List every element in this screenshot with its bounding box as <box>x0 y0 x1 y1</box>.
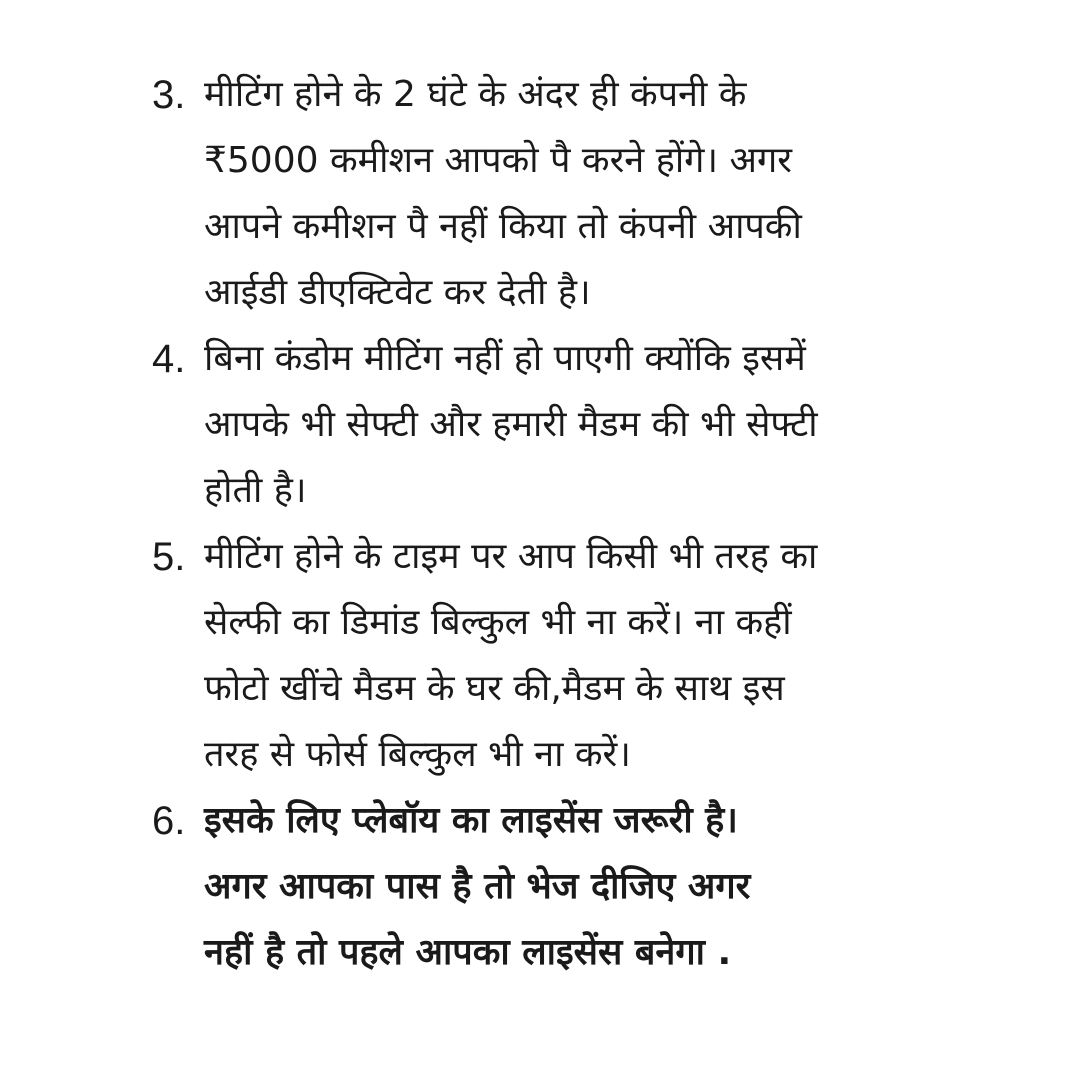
list-item-number: 5. <box>152 535 186 579</box>
list-item-text-line-bold: इसके लिए प्लेबॉय का लाइसेंस जरूरी है। <box>204 800 738 841</box>
list-item-4 <box>152 326 942 524</box>
list-item-text-line: मीटिंग होने के टाइम पर आप किसी भी तरह का <box>204 536 818 577</box>
list-item-text-line: मीटिंग होने के 2 घंटे के अंदर ही कंपनी के <box>204 74 747 115</box>
list-item-text-line: आपने कमीशन पै नहीं किया तो कंपनी आपकी <box>204 206 802 247</box>
list-item-6 <box>152 788 942 986</box>
list-item-number: 3. <box>152 73 186 117</box>
list-item-text-line: तरह से फोर्स बिल्कुल भी ना करें। <box>204 734 631 775</box>
list-item-text-line: बिना कंडोम मीटिंग नहीं हो पाएगी क्योंकि इसमें <box>204 338 806 379</box>
list-item-text-line-bold: अगर आपका पास है तो भेज दीजिए अगर <box>204 866 751 907</box>
list-item-5 <box>152 524 942 788</box>
list-item-text-line: ₹5000 कमीशन आपको पै करने होंगे। अगर <box>204 140 793 181</box>
list-item-text-line-bold: नहीं है तो पहले आपका लाइसेंस बनेगा . <box>204 932 732 973</box>
list-item-text-line: फोटो खींचे मैडम के घर की,मैडम के साथ इस <box>204 668 785 709</box>
list-item-number: 4. <box>152 337 186 381</box>
list-item-text-line: सेल्फी का डिमांड बिल्कुल भी ना करें। ना कहीं <box>204 602 792 643</box>
list-item-text-line: होती है। <box>204 470 307 511</box>
list-item-number: 6. <box>152 799 186 843</box>
list-item-text-line: आपके भी सेफ्टी और हमारी मैडम की भी सेफ्टी <box>204 404 818 445</box>
list-item-text-line: आईडी डीएक्टिवेट कर देती है। <box>204 272 591 313</box>
list-item-3 <box>152 62 942 326</box>
